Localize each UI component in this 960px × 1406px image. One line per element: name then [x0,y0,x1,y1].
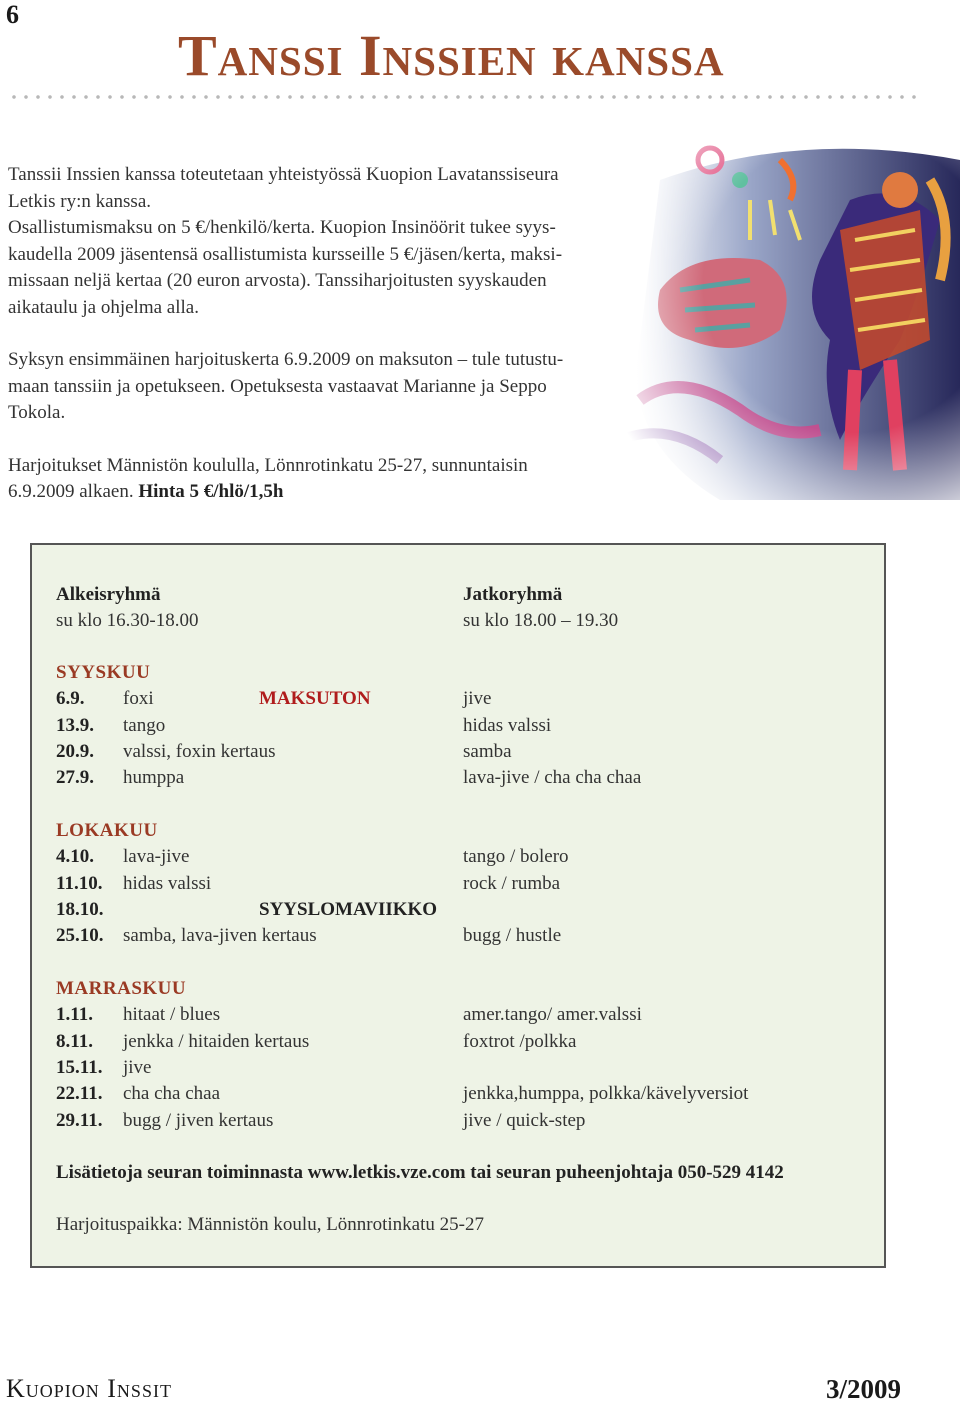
intro-line: missaan neljä kertaa (20 euron arvosta). Tanssiharjoitusten syyskauden [8,270,547,291]
advanced-dance: tango / bolero [463,846,569,868]
intro-paragraph-1 [8,162,618,321]
practice-place: Harjoituspaikka: Männistön koulu, Lönnrotinkatu 25-27 [56,1214,484,1235]
price-text: Hinta 5 €/hlö/1,5h [138,481,284,502]
beginner-dance: bugg / jiven kertaus [123,1109,274,1131]
intro-paragraph-3 [8,453,618,506]
beginner-dance: lava-jive [123,846,190,868]
beginner-dance: samba, lava-jiven kertaus [123,925,317,947]
beginner-dance: hitaat / blues [123,1004,221,1026]
intro-line: Tanssii Inssien kanssa toteutetaan yhteistyössä Kuopion Lavatanssiseura [8,164,559,185]
advanced-dance: jenkka,humppa, polkka/kävelyversiot [463,1083,749,1105]
schedule-date: 11.10. [56,872,103,894]
beginner-dance: valssi, foxin kertaus [123,740,276,762]
advanced-dance: rock / rumba [463,872,561,894]
beginner-dance: tango [123,714,166,736]
advanced-dance: amer.tango/ amer.valssi [463,1004,642,1026]
footer-issue: 3/2009 [826,1374,902,1404]
dancing-figures-illustration [600,140,960,500]
advanced-dance: jive / quick-step [463,1109,586,1131]
beginner-dance: jive [123,1056,152,1078]
schedule-date: 20.9. [56,740,94,762]
advanced-dance: samba [463,740,512,762]
intro-line: Tokola. [8,402,66,423]
schedule-date: 13.9. [56,714,94,736]
intro-line: kaudella 2009 jäsentensä osallistumista kursseille 5 €/jäsen/kerta, maksi- [8,243,563,265]
schedule-date: 29.11. [56,1109,103,1131]
schedule-date: 8.11. [56,1030,93,1052]
beginner-group-title: Alkeisryhmä [56,584,161,605]
advanced-dance: jive [463,688,492,710]
page-title: Tanssi Inssien kanssa [178,23,725,88]
advanced-dance: bugg / hustle [463,925,562,947]
schedule-date: 22.11. [56,1083,103,1105]
schedule-date: 1.11. [56,1004,93,1026]
schedule-date: 27.9. [56,767,94,789]
footer-publication-name: Kuopion Inssit [6,1374,172,1403]
advanced-group-title: Jatkoryhmä [463,584,563,605]
month-heading: LOKAKUU [56,820,158,841]
page-number: 6 [6,0,19,29]
schedule-note: MAKSUTON [259,688,371,710]
month-heading: SYYSKUU [56,662,151,683]
contact-info: Lisätietoja seuran toiminnasta www.letkis.vze.com tai seuran puheenjohtaja 050-529 4142 [56,1162,784,1183]
beginner-group-time: su klo 16.30-18.00 [56,610,199,631]
month-heading: MARRASKUU [56,978,187,999]
intro-line: maan tanssiin ja opetukseen. Opetuksesta vastaavat Marianne ja Seppo [8,375,547,397]
advanced-dance: lava-jive / cha cha chaa [463,767,642,789]
advanced-dance: hidas valssi [463,714,552,736]
beginner-dance: jenkka / hitaiden kertaus [123,1030,310,1052]
advanced-dance: foxtrot /polkka [463,1030,577,1052]
intro-text [8,162,618,532]
intro-line: Harjoitukset Männistön koululla, Lönnrotinkatu 25-27, sunnuntaisin [8,454,528,476]
schedule-date: 6.9. [56,688,85,710]
schedule-date: 18.10. [56,898,104,920]
beginner-dance: hidas valssi [123,872,212,894]
schedule-box [30,543,886,1268]
intro-paragraph-2 [8,347,618,427]
schedule-date: 25.10. [56,925,104,947]
schedule-date: 4.10. [56,846,94,868]
beginner-dance: foxi [123,688,154,710]
intro-line: aikataulu ja ohjelma alla. [8,296,199,318]
intro-line: Osallistumismaksu on 5 €/henkilö/kerta. Kuopion Insinöörit tukee syys- [8,217,556,238]
beginner-dance: cha cha chaa [123,1083,221,1105]
advanced-group-time: su klo 18.00 – 19.30 [463,610,619,631]
intro-line: 6.9.2009 alkaen. [8,481,139,502]
schedule-note: SYYSLOMAVIIKKO [259,898,438,920]
beginner-dance: humppa [123,767,185,789]
intro-line: Syksyn ensimmäinen harjoituskerta 6.9.2009 on maksuton – tule tutustu- [8,349,564,370]
schedule-date: 15.11. [56,1056,103,1078]
dotted-divider [8,94,918,100]
intro-line: Letkis ry:n kanssa. [8,190,152,212]
